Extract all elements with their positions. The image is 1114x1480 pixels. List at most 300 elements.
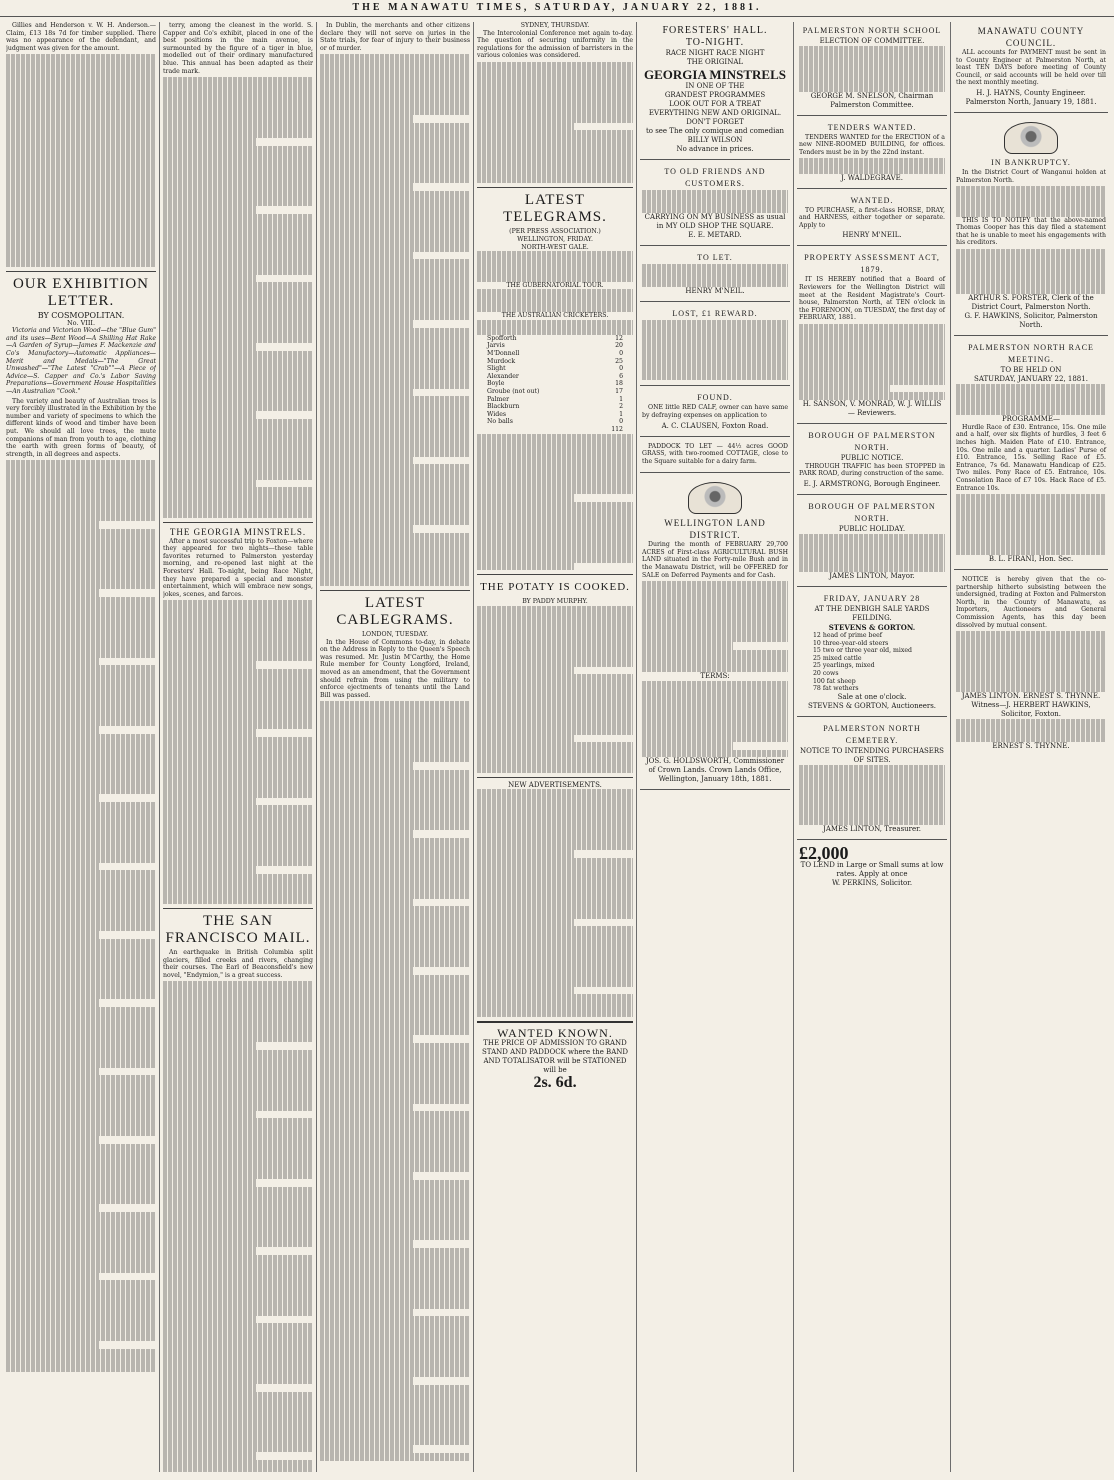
races-held-line: TO BE HELD ON [1000,366,1062,375]
old-friends-advert [640,163,790,246]
text-line-texture [477,712,633,720]
text-line-texture [163,1240,313,1248]
text-line-texture [320,556,470,564]
masthead: THE MANAWATU TIMES, SATURDAY, JANUARY 22, 1881. [0,0,1114,17]
property-title: PROPERTY ASSESSMENT ACT, 1879. [804,253,940,275]
text-line-texture [642,589,788,597]
wanted-known-title: WANTED KNOWN. [497,1026,613,1041]
text-line-texture [6,544,156,552]
text-line-texture [320,815,470,823]
column-6 [797,22,947,1472]
text-line-texture [320,1142,470,1150]
tour-heading: THE GUBERNATORIAL TOUR. [506,281,604,289]
text-line-texture [163,1209,313,1217]
text-line-texture [477,659,633,667]
text-line-texture [956,646,1106,654]
text-line-texture [6,1280,156,1288]
text-line-texture [163,866,256,874]
text-line-texture [163,199,313,207]
text-line-texture [956,494,1106,502]
text-line-texture [163,290,313,298]
press-association-line: (PER PRESS ASSOCIATION.) [509,228,601,236]
text-line-texture [6,612,156,620]
text-line-texture [163,100,313,108]
batsman-name: No balls [487,418,513,426]
text-line-texture [642,750,788,758]
text-line-texture [477,797,633,805]
school-election-advert [797,22,947,116]
auction-item: 12 head of prime beef [813,631,883,639]
found-title: FOUND. [697,393,733,403]
column-2 [163,22,313,1472]
text-line-texture [320,176,470,184]
text-line-texture [163,691,313,699]
text-line-texture [163,214,313,222]
royal-arms-icon [1004,122,1058,154]
text-line-texture [320,1172,413,1180]
text-line-texture [642,657,788,665]
council-body: ALL accounts for PAYMENT must be sent in to County Engineer at Palmerston North, at least TEN DAYS before meeting of County Council, or said accounts will be held over till the next monthly meeting. [956,49,1106,87]
text-line-texture [320,1286,470,1294]
cricket-score-row [477,373,633,381]
text-line-texture [6,741,156,749]
auction-item: 10 three-year-old steers [813,639,889,647]
wanted-advert [797,192,947,247]
text-line-texture [477,689,633,697]
text-line-texture [6,1022,156,1030]
text-line-texture [163,1156,313,1164]
text-line-texture [6,1106,156,1114]
text-line-texture [477,835,633,843]
text-line-texture [320,1438,470,1446]
batsman-runs: 12 [615,334,623,342]
text-line-texture [163,638,313,646]
capper-exhibit: terry, among the cleanest in the world. S. Capper and Co's exhibit, placed in one of the best positions in the main avenue, is surmounted by the figure of a tiger in blue, modelled out of their ordinary manufactured blue. This annual has been adapted as their trade mark. [163,22,313,75]
text-line-texture [320,1256,470,1264]
everything-new-line: EVERYTHING NEW AND ORIGINAL. [648,109,782,117]
column-5 [640,22,790,1472]
text-line-texture [477,494,574,502]
text-line-texture [163,168,313,176]
money-body: TO LEND in Large or Small sums at low rates. Apply at once [800,861,944,879]
text-line-texture [320,1445,413,1453]
text-line-texture [477,449,633,457]
cricketers-heading: THE AUSTRALIAN CRICKETERS. [501,312,609,319]
text-line-texture [320,937,470,945]
text-line-texture [320,1187,470,1195]
cemetery-advert [797,720,947,841]
wanted-known-body: THE PRICE OF ADMISSION TO GRAND STAND AND PADDOCK where the BAND AND TOTALISATOR will be STATIONED will be [482,1039,628,1075]
text-line-texture [477,540,633,548]
text-line-texture [163,1255,313,1263]
text-line-texture [163,676,313,684]
text-line-texture [799,339,945,347]
text-line-texture [6,1334,156,1342]
text-line-texture [320,183,413,191]
batsman-runs: 0 [619,365,623,373]
text-line-texture [163,161,313,169]
text-line-texture [6,491,156,499]
text-line-texture [163,92,313,100]
text-line-texture [163,1437,313,1445]
text-line-texture [477,85,633,93]
text-line-texture [320,724,470,732]
text-line-texture [320,853,470,861]
text-line-texture [163,1285,313,1293]
text-line-texture [6,832,156,840]
text-line-texture [956,540,1106,548]
text-line-texture [320,906,470,914]
georgia-minstrels-title: THE GEORGIA MINSTRELS. [169,526,307,537]
text-line-texture [163,752,313,760]
text-line-texture [320,434,470,442]
linton-mayor-signer: JAMES LINTON, Mayor. [829,571,915,580]
text-line-texture [163,85,313,93]
text-line-texture [320,1066,470,1074]
text-line-texture [477,805,633,813]
text-line-texture [6,1030,156,1038]
text-line-texture [477,727,633,735]
text-line-texture [163,1445,313,1453]
text-line-texture [477,949,633,957]
text-line-texture [477,464,633,472]
notify-body: THIS IS TO NOTIFY that the above-named Thomas Cooper has this day filed a statement that he is unable to meet his engagements with his creditors. [956,216,1106,247]
text-line-texture [163,805,313,813]
text-line-texture [956,287,1106,295]
text-line-texture [477,487,633,495]
text-line-texture [163,1452,256,1460]
text-line-texture [320,426,470,434]
text-line-texture [320,130,470,138]
text-line-texture [6,681,156,689]
text-line-texture [642,681,788,689]
text-line-texture [320,1104,413,1112]
text-line-texture [163,1149,313,1157]
text-line-texture [163,328,313,336]
text-line-texture [163,419,313,427]
text-line-texture [477,903,633,911]
text-line-texture [163,411,256,419]
text-line-texture [320,1157,470,1165]
text-line-texture [6,1349,156,1357]
text-line-texture [163,176,313,184]
mcneil-signer-1: HENRY M'NEIL. [685,286,745,295]
text-line-texture [163,191,313,199]
cricket-score-row [477,380,633,388]
text-line-texture [6,984,156,992]
text-line-texture [320,716,470,724]
text-line-texture [6,1182,156,1190]
text-line-texture [320,1051,470,1059]
text-line-texture [320,1096,470,1104]
text-line-texture [799,772,945,780]
text-line-texture [799,324,945,332]
text-line-texture [163,1316,256,1324]
text-line-texture [6,848,156,856]
paddock-body: PADDOCK TO LET — 44½ acres GOOD GRASS, with two-roomed COTTAGE, close to the Square suitable for a dairy farm. [642,442,788,465]
text-line-texture [320,297,470,305]
text-line-texture [642,634,788,642]
text-line-texture [163,1308,313,1316]
text-line-texture [477,525,633,533]
text-line-texture [6,863,99,871]
text-line-texture [6,468,156,476]
text-line-texture [6,977,156,985]
text-line-texture [163,146,313,154]
column-7 [954,22,1108,1472]
text-line-texture [320,335,470,343]
text-line-texture [477,873,633,881]
text-line-texture [956,684,1106,692]
text-line-texture [320,1339,470,1347]
text-line-texture [163,981,313,989]
text-line-texture [163,874,313,882]
text-line-texture [320,777,470,785]
text-line-texture [477,979,633,987]
text-line-texture [6,825,156,833]
text-line-texture [6,756,156,764]
text-line-texture [320,1165,470,1173]
text-line-texture [799,331,945,339]
text-line-texture [320,578,470,586]
text-line-texture [320,1377,413,1385]
text-line-texture [799,392,945,400]
column-3 [320,22,470,1472]
text-line-texture [163,1323,313,1331]
cricket-score-row [477,350,633,358]
text-line-texture [956,201,1106,209]
text-line-texture [320,868,470,876]
text-line-texture [956,272,1106,280]
batsman-runs: 18 [615,380,623,388]
text-line-texture [477,138,633,146]
text-line-texture [477,502,633,510]
text-line-texture [956,502,1106,510]
text-line-texture [642,619,788,627]
text-line-texture [320,571,470,579]
text-line-texture [163,654,313,662]
text-line-texture [320,770,470,778]
text-line-texture [477,881,633,889]
text-line-texture [642,627,788,635]
text-line-texture [477,858,633,866]
hawkins-solicitor: G. F. HAWKINS, Solicitor, Palmerston North. [964,312,1098,330]
text-line-texture [477,613,633,621]
text-line-texture [163,510,313,518]
text-line-texture [163,1111,256,1119]
batsman-name: Groube (not out) [487,387,540,395]
text-line-texture [320,168,470,176]
text-line-texture [320,846,470,854]
text-line-texture [956,392,1106,400]
text-line-texture [6,772,156,780]
text-line-texture [6,559,156,567]
text-line-texture [163,813,313,821]
text-line-texture [163,1300,313,1308]
text-line-texture [320,77,470,85]
text-line-texture [163,221,313,229]
text-line-texture [320,982,470,990]
text-line-texture [799,818,945,826]
bankruptcy-court: In the District Court of Wanganui holden at Palmerston North. [956,168,1106,184]
text-line-texture [163,851,313,859]
text-line-texture [6,673,156,681]
text-line-texture [163,669,313,677]
text-line-texture [163,229,313,237]
text-line-texture [163,449,313,457]
text-line-texture [163,275,256,283]
text-line-texture [163,1384,256,1392]
text-line-texture [799,803,945,811]
text-line-texture [642,704,788,712]
auction-item: 20 cows [813,669,839,677]
text-line-texture [163,1164,313,1172]
text-line-texture [477,674,633,682]
text-line-texture [163,108,313,116]
text-line-texture [320,884,470,892]
text-line-texture [320,1073,470,1081]
sale-date: FRIDAY, JANUARY 28 [823,593,921,603]
text-line-texture [163,1331,313,1339]
sydney-report: The Intercolonial Conference met again to-day. The question of securing uniformity in the regulations for the admission of barristers in the various colonies was considered. [477,29,633,60]
text-line-texture [320,199,470,207]
text-line-texture [320,480,470,488]
borough-title-2: BOROUGH OF PALMERSTON NORTH. [808,502,936,523]
dont-forget-line: DON'T FORGET [686,118,744,126]
text-line-texture [163,843,313,851]
text-line-texture [320,381,470,389]
text-line-texture [320,1248,470,1256]
text-line-texture [6,779,156,787]
text-line-texture [320,838,470,846]
text-line-texture [956,719,1106,727]
election-heading: ELECTION OF COMMITTEE. [819,37,925,45]
text-line-texture [477,735,574,743]
text-line-texture [6,840,156,848]
batsman-name: Spofforth [487,334,517,342]
text-line-texture [6,726,99,734]
text-line-texture [642,689,788,697]
text-line-texture [642,735,788,743]
text-line-texture [320,701,470,709]
cricket-score-row [477,358,633,366]
auction-item: 25 mixed cattle [813,654,862,662]
text-line-texture [320,754,470,762]
san-francisco-mail-body: An earthquake in British Columbia split glaciers, filled creeks and rivers, changing their courses. The Earl of Beaconsfield's new novel, "Endymion," is a great success. [163,949,313,979]
mcneil-signer-2: HENRY M'NEIL. [842,231,902,240]
text-line-texture [477,108,633,116]
text-line-texture [163,600,313,608]
text-line-texture [6,1045,156,1053]
text-line-texture [799,362,945,370]
wellington-land-title: WELLINGTON LAND DISTRICT. [664,518,766,541]
text-line-texture [163,457,313,465]
text-line-texture [163,1270,313,1278]
text-line-texture [6,498,156,506]
text-line-texture [6,794,99,802]
text-line-texture [320,1225,470,1233]
text-line-texture [320,861,470,869]
text-line-texture [163,305,313,313]
text-line-texture [799,810,945,818]
hayns-signer: H. J. HAYNS, County Engineer. [976,88,1086,97]
text-line-texture [6,1288,156,1296]
text-line-texture [6,688,156,696]
georgia-minstrels-body: After a most successful trip to Foxton—where they appeared for two nights—these table favorites returned to Palmerston yesterday morning, and re-opened last night at the Foresters' Hall. To-night, being Race Night, they have prepared a special and monster entertainment, which will embrace new songs, jokes, scenes, and farces. [163,537,313,598]
text-line-texture [6,1326,156,1334]
column-1 [6,22,156,1472]
text-line-texture [477,1002,633,1010]
found-advert [640,389,790,436]
batsman-name: Blackburn [487,403,520,411]
text-line-texture [477,843,633,851]
text-line-texture [163,775,313,783]
text-line-texture [320,252,413,260]
foresters-hall-advert [640,22,790,160]
text-line-texture [320,548,470,556]
text-line-texture [6,620,156,628]
witness-line: Witness—J. HERBERT HAWKINS, Solicitor, Foxton. [971,700,1091,718]
text-line-texture [163,881,313,889]
text-line-texture [163,798,256,806]
text-line-texture [956,726,1106,734]
text-line-texture [163,396,313,404]
text-line-texture [163,760,313,768]
text-line-texture [477,926,633,934]
text-line-texture [477,146,633,154]
money-to-lend-advert [797,843,947,893]
text-line-texture [163,836,313,844]
council-date: Palmerston North, January 19, 1881. [965,97,1097,106]
text-line-texture [163,237,313,245]
text-line-texture [642,742,733,750]
council-title: MANAWATU COUNTY COUNCIL. [977,26,1085,48]
text-line-texture [477,471,633,479]
text-line-texture [163,1361,313,1369]
text-line-texture [477,934,633,942]
text-line-texture [6,1083,156,1091]
text-line-texture [320,1415,470,1423]
cemetery-title: PALMERSTON NORTH CEMETERY. [823,723,921,745]
text-line-texture [163,282,313,290]
batsman-name: M'Donnell [487,349,520,357]
text-line-texture [320,92,470,100]
text-line-texture [320,1370,470,1378]
old-friends-title: TO OLD FRIENDS AND CUSTOMERS. [664,167,766,188]
text-line-texture [642,712,788,720]
text-line-texture [320,518,470,526]
text-line-texture [799,765,945,773]
text-line-texture [163,1262,313,1270]
text-line-texture [477,1010,633,1018]
text-line-texture [6,1356,156,1364]
text-line-texture [477,176,633,184]
text-line-texture [163,1004,313,1012]
text-line-texture [320,563,470,571]
text-line-texture [320,244,470,252]
text-line-texture [163,77,313,85]
text-line-texture [163,389,313,397]
text-line-texture [163,661,256,669]
tenders-advert [797,119,947,189]
text-line-texture [320,214,470,222]
text-line-texture [799,795,945,803]
text-line-texture [163,1460,313,1468]
text-line-texture [320,457,413,465]
text-line-texture [320,275,470,283]
text-line-texture [320,305,470,313]
text-line-texture [477,919,574,927]
